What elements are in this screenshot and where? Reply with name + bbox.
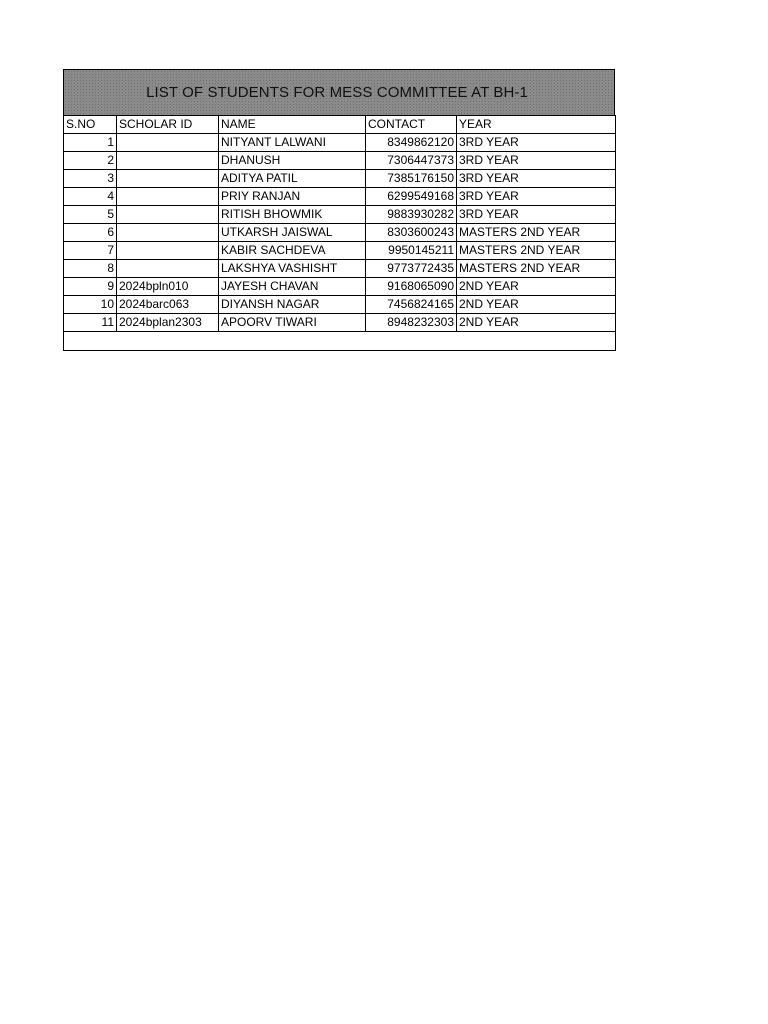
cell-contact: 6299549168 xyxy=(366,188,457,206)
cell-scholar-id xyxy=(117,206,219,224)
table-row xyxy=(64,134,616,152)
cell-scholar-id xyxy=(117,260,219,278)
cell-contact: 8948232303 xyxy=(366,314,457,332)
cell-year: 2ND YEAR xyxy=(457,314,616,332)
cell-year: 3RD YEAR xyxy=(457,188,616,206)
cell-contact: 9883930282 xyxy=(366,206,457,224)
cell-name: RITISH BHOWMIK xyxy=(219,206,366,224)
cell-sno: 10 xyxy=(64,296,117,314)
cell-sno: 6 xyxy=(64,224,117,242)
cell-scholar-id xyxy=(117,170,219,188)
header-name: NAME xyxy=(219,116,366,134)
cell-sno: 8 xyxy=(64,260,117,278)
title-bar xyxy=(63,69,615,115)
cell-year: 3RD YEAR xyxy=(457,134,616,152)
table-row xyxy=(64,188,616,206)
table-row xyxy=(64,278,616,296)
cell-year: MASTERS 2ND YEAR xyxy=(457,260,616,278)
table-row xyxy=(64,314,616,332)
sheet-title: LIST OF STUDENTS FOR MESS COMMITTEE AT BH-1 xyxy=(146,84,528,101)
cell-name: KABIR SACHDEVA xyxy=(219,242,366,260)
cell-scholar-id xyxy=(117,188,219,206)
cell-scholar-id: 2024barc063 xyxy=(117,296,219,314)
cell-name: ADITYA PATIL xyxy=(219,170,366,188)
cell-sno: 2 xyxy=(64,152,117,170)
table-row xyxy=(64,152,616,170)
cell-name: NITYANT LALWANI xyxy=(219,134,366,152)
cell-scholar-id xyxy=(117,242,219,260)
cell-name: JAYESH CHAVAN xyxy=(219,278,366,296)
cell-name: DIYANSH NAGAR xyxy=(219,296,366,314)
cell-name: APOORV TIWARI xyxy=(219,314,366,332)
cell-contact: 7456824165 xyxy=(366,296,457,314)
students-table xyxy=(63,115,616,351)
cell-scholar-id xyxy=(117,152,219,170)
cell-scholar-id xyxy=(117,134,219,152)
cell-name: DHANUSH xyxy=(219,152,366,170)
cell-year: MASTERS 2ND YEAR xyxy=(457,224,616,242)
cell-contact: 8349862120 xyxy=(366,134,457,152)
cell-year: 3RD YEAR xyxy=(457,170,616,188)
empty-cell xyxy=(64,332,616,351)
table-row xyxy=(64,242,616,260)
cell-year: 3RD YEAR xyxy=(457,206,616,224)
table-row xyxy=(64,260,616,278)
header-sno: S.NO xyxy=(64,116,117,134)
cell-name: UTKARSH JAISWAL xyxy=(219,224,366,242)
cell-name: LAKSHYA VASHISHT xyxy=(219,260,366,278)
table-row xyxy=(64,206,616,224)
cell-sno: 11 xyxy=(64,314,117,332)
table-row xyxy=(64,296,616,314)
student-list-sheet xyxy=(63,69,615,351)
table-row xyxy=(64,170,616,188)
empty-row xyxy=(64,332,616,351)
header-scholar-id: SCHOLAR ID xyxy=(117,116,219,134)
header-row xyxy=(64,116,616,134)
header-year: YEAR xyxy=(457,116,616,134)
cell-contact: 7385176150 xyxy=(366,170,457,188)
cell-sno: 3 xyxy=(64,170,117,188)
cell-sno: 5 xyxy=(64,206,117,224)
cell-sno: 9 xyxy=(64,278,117,296)
cell-contact: 7306447373 xyxy=(366,152,457,170)
cell-contact: 8303600243 xyxy=(366,224,457,242)
cell-sno: 7 xyxy=(64,242,117,260)
cell-year: 2ND YEAR xyxy=(457,278,616,296)
cell-year: MASTERS 2ND YEAR xyxy=(457,242,616,260)
cell-year: 3RD YEAR xyxy=(457,152,616,170)
cell-sno: 4 xyxy=(64,188,117,206)
students-table-body xyxy=(64,116,616,351)
cell-contact: 9773772435 xyxy=(366,260,457,278)
cell-sno: 1 xyxy=(64,134,117,152)
cell-scholar-id: 2024bpln010 xyxy=(117,278,219,296)
cell-contact: 9950145211 xyxy=(366,242,457,260)
cell-name: PRIY RANJAN xyxy=(219,188,366,206)
cell-contact: 9168065090 xyxy=(366,278,457,296)
table-row xyxy=(64,224,616,242)
cell-scholar-id: 2024bplan2303 xyxy=(117,314,219,332)
header-contact: CONTACT xyxy=(366,116,457,134)
cell-year: 2ND YEAR xyxy=(457,296,616,314)
cell-scholar-id xyxy=(117,224,219,242)
